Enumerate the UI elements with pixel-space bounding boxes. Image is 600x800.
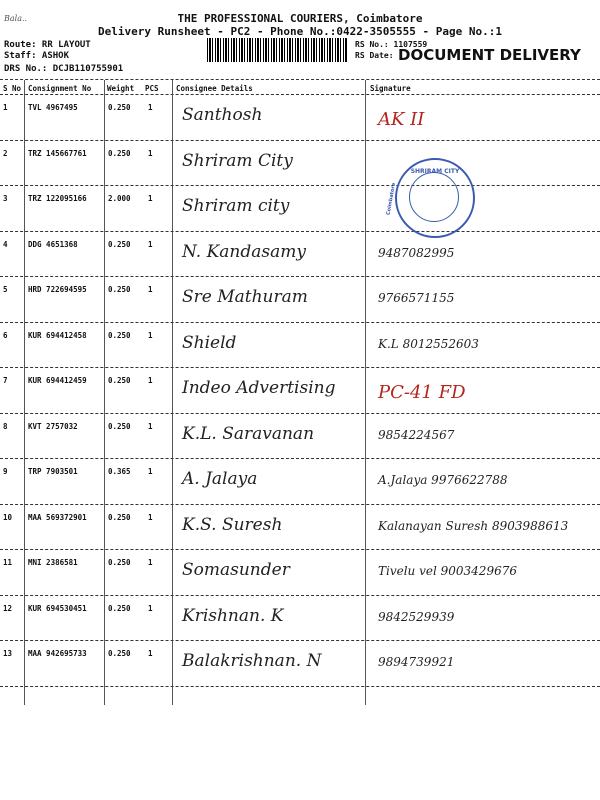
row-separator <box>0 185 600 186</box>
row-signature: 9487082995 <box>378 245 455 260</box>
col-pcs: PCS <box>145 84 159 93</box>
logo-scribble: Bala.. <box>4 14 28 23</box>
row-separator <box>0 549 600 550</box>
col-divider <box>24 80 25 705</box>
row-consignee: Shriram City <box>182 150 293 171</box>
row-separator <box>0 595 600 596</box>
col-divider <box>172 80 173 705</box>
col-signature: Signature <box>370 84 411 93</box>
row-pcs: 1 <box>148 103 153 112</box>
header-bottom-line <box>0 94 600 95</box>
row-separator <box>0 458 600 459</box>
row-weight: 0.250 <box>108 376 131 385</box>
row-consignment-no: KVT 2757032 <box>28 421 78 431</box>
row-consignment-no: KUR 694412458 <box>28 330 87 340</box>
row-sno: 11 <box>3 558 13 567</box>
stamp-top-text: SHRIRAM CITY <box>410 168 460 175</box>
row-weight: 0.250 <box>108 558 131 567</box>
row-consignee: K.L. Saravanan <box>182 423 315 444</box>
row-signature: AK II <box>378 109 425 130</box>
route-label: Route: RR LAYOUT <box>4 40 91 50</box>
rs-number: RS No.: 1107559 <box>355 40 428 49</box>
row-separator <box>0 640 600 641</box>
row-consignee: Sre Mathuram <box>182 287 308 307</box>
rs-date-label: RS Date: <box>355 51 394 60</box>
row-weight: 0.250 <box>108 148 131 158</box>
row-pcs: 1 <box>148 603 153 613</box>
page-subtitle: Delivery Runsheet - PC2 - Phone No.:0422-3505555 - Page No.:1 <box>98 25 502 38</box>
row-consignee: Indeo Advertising <box>182 378 336 398</box>
row-consignee: Somasunder <box>182 560 290 580</box>
row-consignment-no: DDG 4651368 <box>28 239 78 249</box>
row-consignment-no: KUR 694412459 <box>28 376 87 385</box>
row-consignee: Shriram city <box>182 196 290 216</box>
row-pcs: 1 <box>148 649 153 658</box>
col-consignment: Consignment No <box>28 84 92 93</box>
row-pcs: 1 <box>148 148 153 158</box>
row-consignee: Santhosh <box>182 105 263 125</box>
row-sno: 9 <box>3 467 8 476</box>
row-pcs: 1 <box>148 330 153 340</box>
row-weight: 0.250 <box>108 285 131 294</box>
row-pcs: 1 <box>148 558 153 567</box>
col-divider <box>365 80 366 705</box>
row-weight: 0.250 <box>108 603 131 613</box>
row-separator <box>0 276 600 277</box>
row-consignment-no: MNI 2386581 <box>28 558 78 567</box>
col-sno: S No <box>3 84 22 93</box>
row-pcs: 1 <box>148 194 153 203</box>
row-signature: 9854224567 <box>378 427 455 442</box>
row-separator <box>0 367 600 368</box>
row-weight: 0.365 <box>108 467 131 476</box>
row-signature: A.Jalaya 9976622788 <box>378 473 508 487</box>
row-consignee: K.S. Suresh <box>182 514 283 535</box>
row-weight: 0.250 <box>108 103 131 112</box>
row-sno: 2 <box>3 148 8 158</box>
row-separator <box>0 140 600 141</box>
row-weight: 0.250 <box>108 512 131 522</box>
row-consignment-no: TRZ 122095166 <box>28 194 87 203</box>
row-separator <box>0 504 600 505</box>
row-weight: 2.000 <box>108 194 131 203</box>
row-consignment-no: TRZ 145667761 <box>28 148 87 158</box>
row-consignment-no: MAA 942695733 <box>28 649 87 658</box>
row-pcs: 1 <box>148 467 153 476</box>
row-sno: 5 <box>3 285 8 294</box>
row-signature: K.L 8012552603 <box>378 336 479 351</box>
row-pcs: 1 <box>148 239 153 249</box>
col-weight: Weight <box>107 84 135 93</box>
row-signature: Tivelu vel 9003429676 <box>378 564 517 578</box>
row-pcs: 1 <box>148 376 153 385</box>
row-consignment-no: MAA 569372901 <box>28 512 87 522</box>
row-separator <box>0 686 600 687</box>
row-separator <box>0 322 600 323</box>
row-sno: 1 <box>3 103 8 112</box>
row-signature: PC-41 FD <box>378 382 466 403</box>
row-separator <box>0 413 600 414</box>
company-stamp <box>385 158 475 238</box>
row-signature: 9894739921 <box>378 655 455 669</box>
row-sno: 7 <box>3 376 8 385</box>
row-weight: 0.250 <box>108 649 131 658</box>
page-title: THE PROFESSIONAL COURIERS, Coimbatore <box>177 12 423 25</box>
document-delivery-stamp: DOCUMENT DELIVERY <box>398 46 581 64</box>
row-consignee: N. Kandasamy <box>182 241 306 262</box>
row-separator <box>0 231 600 232</box>
row-sno: 3 <box>3 194 8 203</box>
staff-label: Staff: ASHOK <box>4 51 70 61</box>
header-top-line <box>0 79 600 80</box>
row-consignee: A. Jalaya <box>182 469 258 489</box>
row-weight: 0.250 <box>108 421 131 431</box>
row-consignment-no: TRP 7903501 <box>28 467 78 476</box>
row-sno: 6 <box>3 330 8 340</box>
row-pcs: 1 <box>148 421 153 431</box>
row-consignment-no: KUR 694530451 <box>28 603 87 613</box>
row-consignee: Krishnan. K <box>182 605 284 626</box>
row-consignment-no: HRD 722694595 <box>28 285 87 294</box>
row-consignment-no: TVL 4967495 <box>28 103 78 112</box>
barcode-image <box>207 38 347 62</box>
row-consignee: Shield <box>182 332 237 353</box>
drs-number: DRS No.: DCJB110755901 <box>4 64 124 74</box>
row-signature: 9766571155 <box>378 291 455 305</box>
row-pcs: 1 <box>148 285 153 294</box>
row-sno: 13 <box>3 649 13 658</box>
row-sno: 4 <box>3 239 8 249</box>
col-divider <box>104 80 105 705</box>
row-weight: 0.250 <box>108 330 131 340</box>
row-sno: 8 <box>3 421 8 431</box>
col-consignee: Consignee Details <box>176 84 253 93</box>
row-consignee: Balakrishnan. N <box>182 651 322 671</box>
row-weight: 0.250 <box>108 239 131 249</box>
row-sno: 10 <box>3 512 13 522</box>
row-pcs: 1 <box>148 512 153 522</box>
stamp-side-text: Coimbatore <box>385 182 398 216</box>
row-sno: 12 <box>3 603 13 613</box>
row-signature: Kalanayan Suresh 8903988613 <box>378 518 569 533</box>
row-signature: 9842529939 <box>378 609 455 624</box>
